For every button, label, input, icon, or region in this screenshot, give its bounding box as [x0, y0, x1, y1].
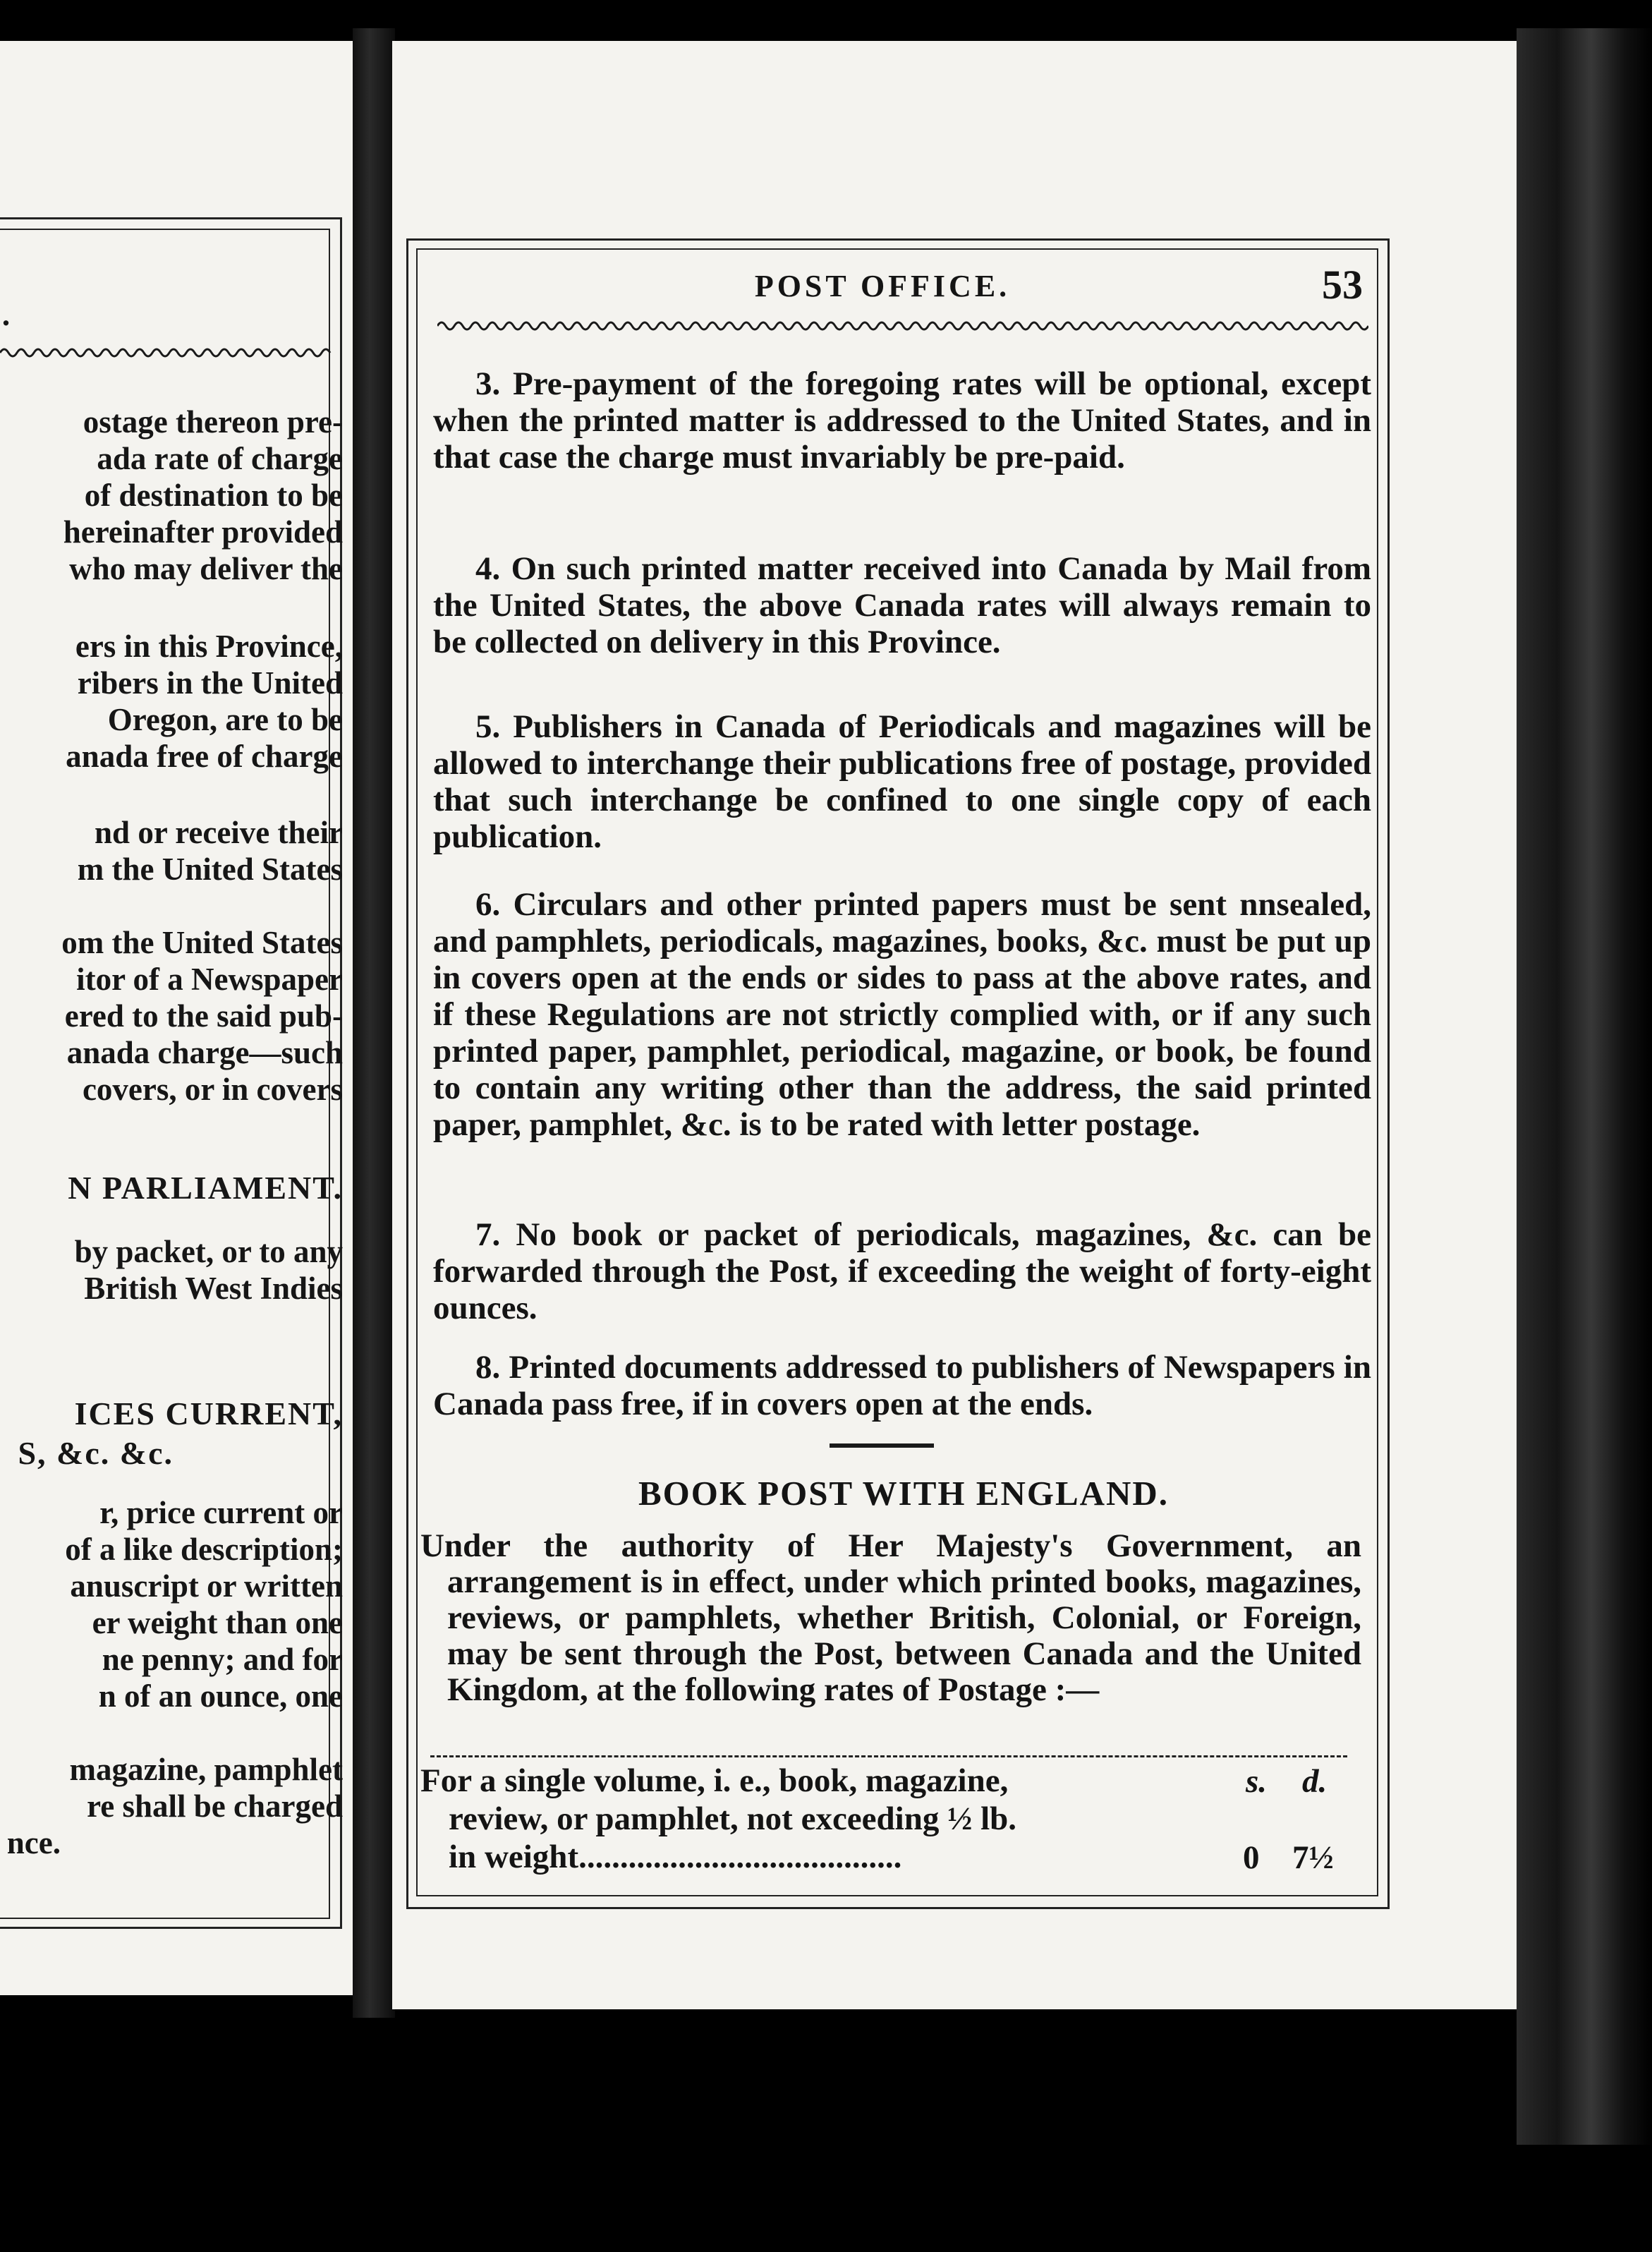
left-wavy-rule — [0, 344, 336, 361]
left-line: anada charge—such — [66, 1035, 343, 1070]
left-line: ered to the said pub- — [64, 998, 343, 1034]
left-line: ada rate of charge — [97, 441, 343, 476]
left-line: m the United States — [77, 852, 343, 887]
paragraph-7: 7. No book or packet of periodicals, magazines, &c. can be forwarded through the Post, if exceeding the weight of forty-eight ounces. — [433, 1216, 1371, 1326]
left-heading: ICES CURRENT, — [74, 1396, 343, 1431]
left-line: of destination to be — [84, 478, 343, 513]
rate-pence: 7½ — [1292, 1839, 1334, 1876]
left-heading: N PARLIAMENT. — [68, 1170, 343, 1206]
paragraph-5: 5. Publishers in Canada of Periodicals and magazines will be allowed to interchange their publications free of postage, provided that such interchange be confined to one single copy of each publication. — [433, 708, 1371, 855]
left-line: n of an ounce, one — [98, 1678, 343, 1714]
paragraph-3: 3. Pre-payment of the foregoing rates will be optional, except when the printed matter is addressed to the United States, and in that case the charge must invariably be pre-paid. — [433, 365, 1371, 476]
left-line: ribers in the United — [77, 665, 343, 701]
left-heading: S, &c. &c. — [18, 1435, 174, 1471]
left-line: re shall be charged — [87, 1788, 343, 1824]
left-line: nce. — [6, 1825, 61, 1860]
book-post-heading: BOOK POST WITH ENGLAND. — [638, 1474, 1170, 1513]
left-line: who may deliver the — [69, 551, 343, 586]
book-post-intro: Under the authority of Her Majesty's Government, an arrangement is in effect, under which printed books, magazines, reviews, or pamphlets, whether British, Colonial, or Foreign, may be sent through the Post, between Canada and the United Kingdom, at the following rates of Postage :— — [420, 1527, 1361, 1708]
left-line: itor of a Newspaper — [76, 962, 343, 997]
rate-line: review, or pamphlet, not exceeding ½ lb. — [449, 1800, 1017, 1837]
paragraph-8: 8. Printed documents addressed to publishers of Newspapers in Canada pass free, if in covers open at the ends. — [433, 1349, 1371, 1422]
page-number: 53 — [1322, 262, 1363, 308]
left-line: ostage thereon pre- — [83, 404, 343, 440]
left-line: British West Indies — [84, 1271, 343, 1306]
shillings-column-header: s. — [1246, 1763, 1268, 1800]
left-line: anuscript or written — [70, 1568, 343, 1604]
rate-table-rule — [430, 1755, 1347, 1760]
page-edges — [1517, 28, 1652, 2145]
left-line: er weight than one — [92, 1605, 343, 1640]
section-divider — [830, 1443, 934, 1448]
left-page-text — [0, 41, 343, 1995]
paragraph-4: 4. On such printed matter received into Canada by Mail from the United States, the above Canada rates will always remain to be collected on delivery in this Province. — [433, 550, 1371, 660]
left-line: hereinafter provided — [63, 514, 343, 550]
left-line: of a like description; — [65, 1532, 343, 1567]
running-head — [435, 260, 1373, 316]
pence-column-header: d. — [1302, 1763, 1328, 1800]
rate-line: in weight....................................... — [449, 1839, 902, 1875]
rate-shillings: 0 — [1243, 1839, 1260, 1876]
left-line: magazine, pamphlet — [69, 1752, 343, 1787]
left-line: Oregon, are to be — [107, 702, 343, 737]
left-line: r, price current or — [99, 1495, 343, 1530]
left-line: anada free of charge — [66, 739, 343, 774]
book-gutter — [353, 28, 395, 2018]
left-line: · — [0, 305, 11, 341]
left-line: covers, or in covers — [82, 1072, 343, 1107]
running-title: POST OFFICE. — [754, 269, 1011, 303]
left-line: ne penny; and for — [102, 1642, 343, 1677]
left-line: nd or receive their — [95, 815, 343, 850]
left-line: om the United States — [61, 925, 343, 960]
left-facing-page — [0, 41, 357, 1995]
paragraph-6: 6. Circulars and other printed papers must be sent nnsealed, and pamphlets, periodicals, magazines, books, &c. must be put up in covers open at the ends or sides to pass at the above rates, and if these Regulations are not strictly complied with, or if any such printed paper, pamphlet, periodical, magazine, or book, be found to contain any writing other than the address, the said printed paper, pamphlet, &c. is to be rated with letter postage. — [433, 886, 1371, 1143]
rate-line: For a single volume, i. e., book, magazine, — [420, 1762, 1009, 1799]
wavy-rule — [437, 317, 1368, 334]
left-line: by packet, or to any — [74, 1234, 343, 1269]
left-line: ers in this Province, — [75, 629, 343, 664]
right-page — [392, 41, 1517, 2009]
